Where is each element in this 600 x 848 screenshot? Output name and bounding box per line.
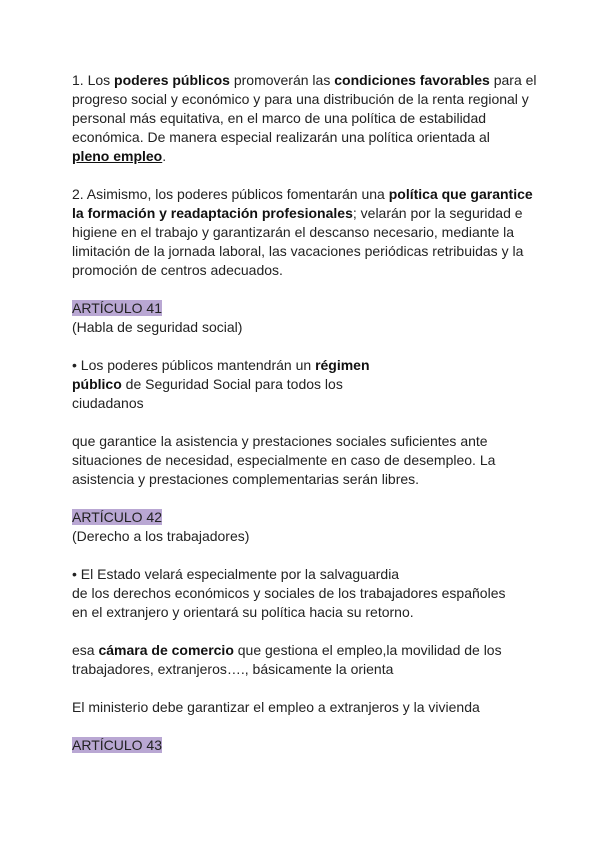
text: 2. Asimismo, los poderes públicos fomentarán una — [72, 186, 389, 202]
heading-article-43 — [72, 736, 542, 755]
text: • El Estado velará especialmente por la salvaguardia — [72, 566, 400, 582]
paragraph-article-40-1 — [72, 71, 542, 166]
bold-text: política que garantice la formación y readaptación profesionales — [72, 186, 533, 221]
bullet-article-41 — [72, 356, 542, 413]
text: esa — [72, 642, 99, 658]
paragraph-camara-comercio — [72, 641, 542, 679]
paragraph-article-41: que garantice la asistencia y prestaciones sociales suficientes ante situaciones de necesidad, especialmente en caso de desempleo. La asistencia y prestaciones complementarias serán libres. — [72, 433, 496, 487]
text: promoverán las — [229, 72, 335, 88]
text: para el progreso social y económico y para una distribución de la renta regional y personal más equitativa, en el marco de una política de estabilidad económica. De manera especial realizarán una política orientada al — [72, 72, 537, 145]
text: 1. Los — [72, 72, 115, 88]
text: • Los poderes públicos mantendrán un — [72, 357, 316, 373]
text: de Seguridad Social para todos los — [121, 376, 343, 392]
document-page — [72, 71, 542, 755]
bold-text: poderes públicos — [114, 72, 230, 88]
text: . — [162, 148, 167, 164]
text: en el extranjero y orientará su política hacia su retorno. — [72, 604, 414, 620]
highlighted-heading: ARTÍCULO 42 — [72, 509, 162, 525]
highlighted-heading: ARTÍCULO 41 — [72, 300, 162, 316]
bold-text: condiciones favorables — [334, 72, 490, 88]
text: ciudadanos — [72, 395, 144, 411]
bold-text: régimen — [315, 357, 370, 373]
text: que gestiona el empleo,la movilidad de los trabajadores, extranjeros…., básicamente la orienta — [72, 642, 502, 677]
heading-article-41 — [72, 299, 542, 318]
paragraph-ministerio: El ministerio debe garantizar el empleo a extranjeros y la vivienda — [72, 699, 480, 715]
bullet-article-42 — [72, 565, 542, 622]
note-article-42: (Derecho a los trabajadores) — [72, 528, 250, 544]
text: ; velarán por la seguridad e higiene en el trabajo y garantizarán el descanso necesario, mediante la limitación de la jornada laboral, las vacaciones periódicas retribuidas y la promoción de centros adecuados. — [72, 205, 524, 278]
paragraph-article-40-2 — [72, 185, 542, 280]
highlighted-heading: ARTÍCULO 43 — [72, 737, 162, 753]
bold-text: público — [72, 376, 122, 392]
heading-article-42 — [72, 508, 542, 527]
text: de los derechos económicos y sociales de los trabajadores españoles — [72, 585, 506, 601]
underlined-bold-text: pleno empleo — [72, 148, 163, 164]
bold-text: cámara de comercio — [98, 642, 234, 658]
note-article-41: (Habla de seguridad social) — [72, 319, 243, 335]
